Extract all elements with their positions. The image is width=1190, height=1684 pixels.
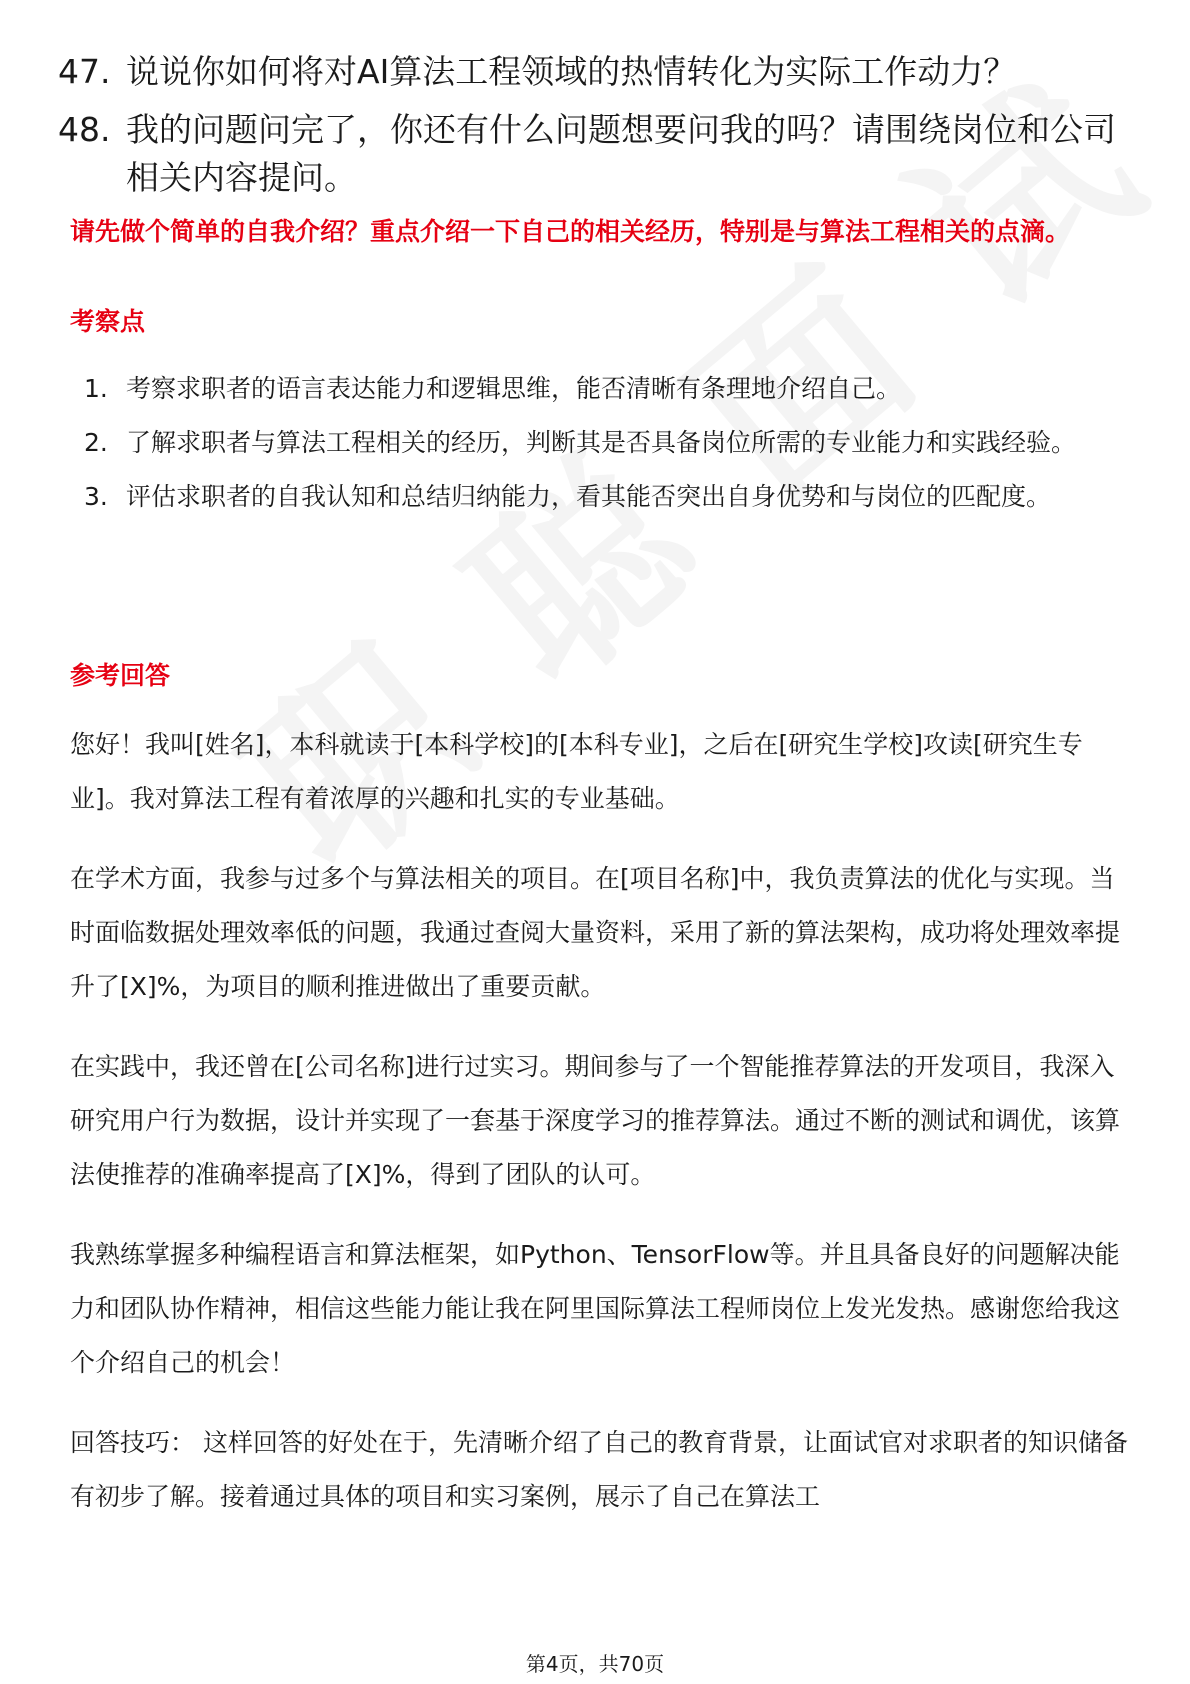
question-number: 47. (58, 52, 111, 91)
question-number: 48. (58, 110, 111, 149)
list-item (84, 470, 1124, 524)
answer-paragraph: 在学术方面，我参与过多个与算法相关的项目。在[项目名称]中，我负责算法的优化与实现。当时面临数据处理效率低的问题，我通过查阅大量资料，采用了新的算法架构，成功将处理效率提升了[X]%，为项目的顺利推进做出了重要贡献。 (70, 864, 1121, 1001)
question-list (58, 48, 1138, 212)
list-number: 1. (84, 374, 108, 403)
list-item (84, 362, 1124, 416)
assessment-points (84, 362, 1124, 524)
answer-tip-paragraph: 回答技巧： 这样回答的好处在于，先清晰介绍了自己的教育背景，让面试官对求职者的知识储备有初步了解。接着通过具体的项目和实习案例，展示了自己在算法工 (70, 1428, 1128, 1511)
list-text: 考察求职者的语言表达能力和逻辑思维，能否清晰有条理地介绍自己。 (126, 374, 902, 403)
answer-paragraph: 在实践中，我还曾在[公司名称]进行过实习。期间参与了一个智能推荐算法的开发项目，我深入研究用户行为数据，设计并实现了一套基于深度学习的推荐算法。通过不断的测试和调优，该算法使推荐的准确率提高了[X]%，得到了团队的认可。 (70, 1052, 1121, 1189)
section-title-kaocha: 考察点 (70, 307, 146, 336)
list-item (84, 416, 1124, 470)
list-number: 3. (84, 482, 108, 511)
answer-paragraph: 我熟练掌握多种编程语言和算法框架，如Python、TensorFlow等。并且具备良好的问题解决能力和团队协作精神，相信这些能力能让我在阿里国际算法工程师岗位上发光发热。感谢您给我这个介绍自己的机会！ (70, 1240, 1121, 1377)
list-number: 2. (84, 428, 108, 457)
question-text: 我的问题问完了，你还有什么问题想要问我的吗？请围绕岗位和公司相关内容提问。 (126, 110, 1116, 197)
question-text: 说说你如何将对AI算法工程领域的热情转化为实际工作动力？ (126, 52, 1017, 91)
section-title-answer: 参考回答 (70, 661, 171, 690)
answer-paragraph: 您好！我叫[姓名]，本科就读于[本科学校]的[本科专业]，之后在[研究生学校]攻读[研究生专业]。我对算法工程有着浓厚的兴趣和扎实的专业基础。 (70, 730, 1083, 813)
list-text: 了解求职者与算法工程相关的经历，判断其是否具备岗位所需的专业能力和实践经验。 (126, 428, 1077, 457)
list-text: 评估求职者的自我认知和总结归纳能力，看其能否突出自身优势和与岗位的匹配度。 (126, 482, 1052, 511)
question-headline: 请先做个简单的自我介绍？重点介绍一下自己的相关经历，特别是与算法工程相关的点滴。 (70, 217, 1071, 246)
page-footer: 第4页，共70页 (525, 1652, 665, 1676)
question-item (58, 48, 1138, 96)
question-item (58, 106, 1138, 202)
